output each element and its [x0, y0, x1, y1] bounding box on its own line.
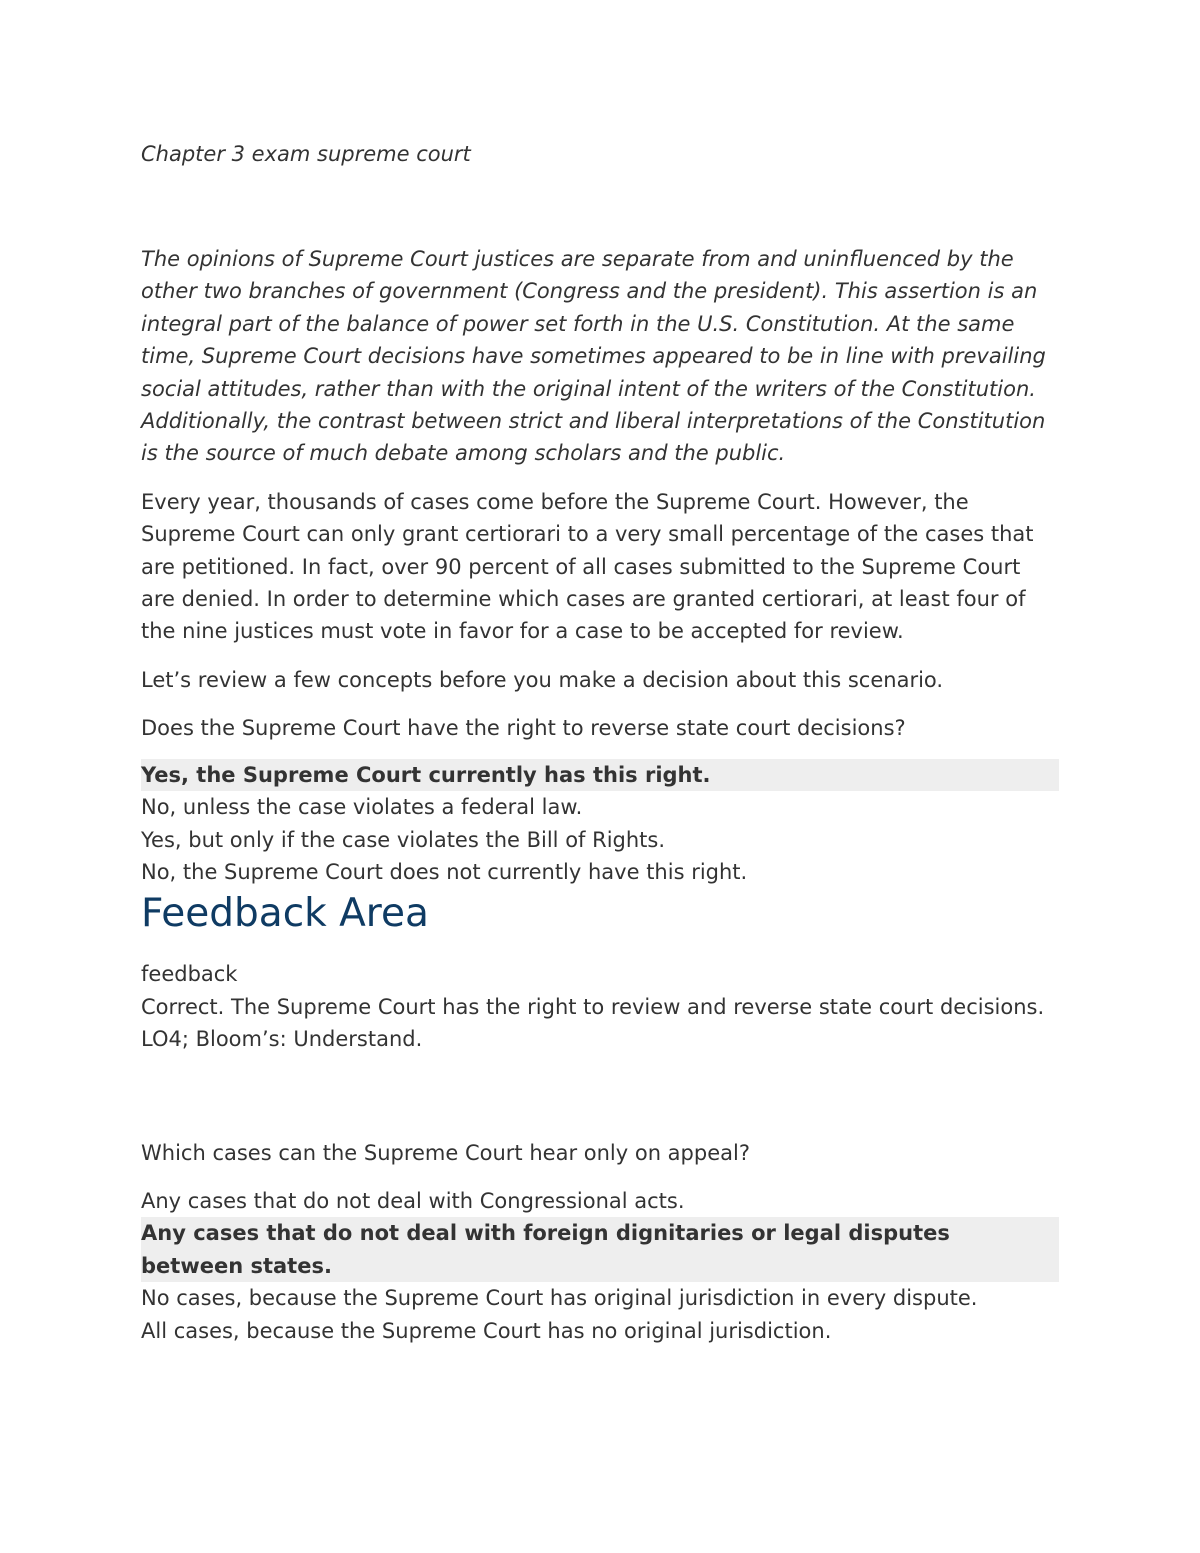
question2-option-2[interactable]: Any cases that do not deal with foreign dignitaries or legal disputes between states. — [141, 1217, 1059, 1282]
feedback-heading: Feedback Area — [141, 891, 429, 937]
question1-option-2[interactable]: No, unless the case violates a federal law. — [141, 795, 583, 820]
question2-option-4[interactable]: All cases, because the Supreme Court has no original jurisdiction. — [141, 1318, 832, 1343]
question1-option-3[interactable]: Yes, but only if the case violates the Bill of Rights. — [141, 827, 666, 852]
intro-paragraph: The opinions of Supreme Court justices are separate from and uninfluenced by the other two branches of government (Congress and the president). This assertion is an integral part of the balance of power set forth in the U.S. Constitution. At the same time, Supreme Court decisions have sometimes appeared to be in line with prevailing social attitudes, rather than with the original intent of the writers of the Constitution. Additionally, the contrast between strict and liberal interpretations of the Constitution is the source of much debate among scholars and the public. — [141, 247, 1046, 466]
question2-prompt: Which cases can the Supreme Court hear only on appeal? — [141, 1140, 750, 1165]
question2-option-1[interactable]: Any cases that do not deal with Congressional acts. — [141, 1188, 685, 1213]
question1-prompt: Does the Supreme Court have the right to reverse state court decisions? — [141, 716, 906, 741]
question1-option-4[interactable]: No, the Supreme Court does not currently have this right. — [141, 859, 748, 884]
question2-option-3[interactable]: No cases, because the Supreme Court has original jurisdiction in every dispute. — [141, 1286, 978, 1311]
question1-options — [141, 759, 1059, 889]
review-paragraph: Let’s review a few concepts before you make a decision about this scenario. — [141, 667, 944, 692]
question2-options — [141, 1185, 1059, 1347]
feedback-text: Correct. The Supreme Court has the right to review and reverse state court decisions. LO4; Bloom’s: Understand. — [141, 994, 1045, 1052]
certiorari-paragraph: Every year, thousands of cases come before the Supreme Court. However, the Supreme Court can only grant certiorari to a very small percentage of the cases that are petitioned. In fact, over 90 percent of all cases submitted to the Supreme Court are denied. In order to determine which cases are granted certiorari, at least four of the nine justices must vote in favor for a case to be accepted for review. — [141, 489, 1034, 644]
document-page — [141, 138, 1059, 1347]
feedback-label: feedback — [141, 962, 238, 987]
question1-option-1[interactable]: Yes, the Supreme Court currently has this right. — [141, 759, 1059, 791]
document-title: Chapter 3 exam supreme court — [141, 142, 471, 166]
